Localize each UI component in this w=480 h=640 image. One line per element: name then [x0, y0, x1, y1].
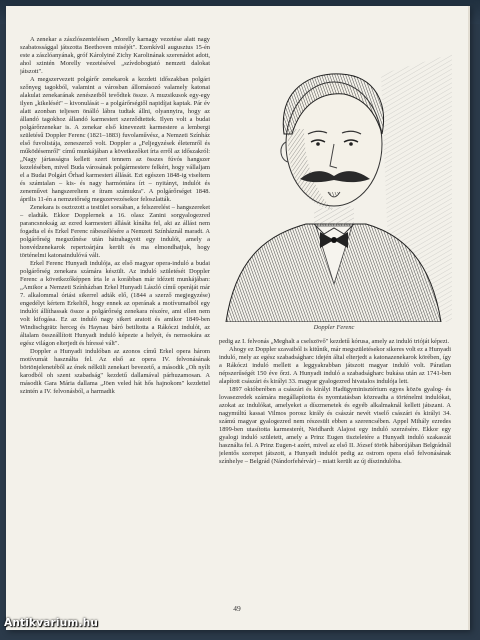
paragraph: Zenekara is osztozott a testület sorsában, a felszerelést – hangszereket – eladták. Ekkor Dopplernek a 16. olasz Zanini sorgyalogezred parancsnokság az ezred karmesteri állását kínálta fel, aki az állást nem fogadta el és Erkel Ferenc rábeszélésére a Nemzeti Színháznál maradt. A polgárőrség megszűnése után hátrahagyott egy indulót, amely a honvédzenekarok repertoárjára került és ma elmondhatjuk, hogy történelmi katonaindulóvá vált. [20, 204, 210, 259]
watermark-text: Antikvarium.hu [4, 617, 99, 629]
portrait-caption: Doppler Ferenc [313, 324, 355, 331]
book-page [6, 6, 470, 630]
paragraph: 1897 októberében a császári és királyi Hadügyminisztérium egyes közös gyalog- és lovasezredek számára megállapította és nyomtatásban közreadta a történelmi indulókat, azokat az indulókat, amelyeket a díszmenetek és egyéb alkalmaknál kellett játszani. A nagymúltú kassai Vilmos porosz király és császár nevét viselő császári és királyi 34. számú magyar gyalogezred nem részesült ebben a szerencsében. Appel Mihály ezredes 1899-ben utasította karmesterét, Neidhardt Alajost egy induló szerzésére. Ekkor egy gyalogi induló született, amely a Prinz Eugen tiszteletére a Hunyadi induló szakaszát használta fel. A Prinz Eugen-t azért, mivel az első II. József török háborújában Belgrádnál jelentős szerepet játszott, a Hunyadi indulót pedig az ostrom opera első felvonásának színhelye – Belgrád (Nándorfehérvár) – miatt került az új díszindulóba. [219, 386, 451, 465]
right-text-column [219, 338, 451, 600]
paragraph: Erkel Ferenc Hunyadi indulója, az első magyar opera-induló a budai polgárőrség zenekara számára készült. Az induló születését Doppler Ferenc a következőképpen írta le a korábban már idézett munkájában: „Amikor a Nemzeti Színházban Erkel Hunyadi László című operáját már 7. alkalommal óriási sikerrel adták elő, (1844 a szerző megjegyzése) engedélyt kértem Erkeltől, hogy ennek az operának a motívumaiból egy indulót állíthassak össze a polgárőrség zenekara részére, ami ellen nem volt kifogása. Ez az induló nagy sikert aratott és amikor 1849-ben Windischgrätz herceg és Haynau báró betiltotta a Rákóczi indulót, az általam összeállított Hunyadi induló képezte a helyét, és nemsokára az egész világon elterjedt és híressé vált". [20, 260, 210, 347]
paragraph: A zenekar a zászlószentelésen „Morelly karnagy vezetése alatt nagy szabatossággal játszotta Beethoven miséjét". Ezenkívül augusztus 15-én este a zászlóanyának, gróf Károlyiné Zichy Karolinának szerenádot adott, ahol szintén Morelly vezetésével „szívdobogtató nemzeti dalokat játszott". [20, 36, 210, 75]
left-text-column [20, 36, 210, 598]
paragraph: Ahogy ez Doppler szavaiból is kitűnik, már megszületésekor sikeres volt ez a Hunyadi induló, mely az egész szabadságharc idején által elterjedt a katonazenekarok körében, így a Rákóczi induló mellett a leggyakrabban játszott magyar induló volt. Páratlan népszerűségét 150 éve őrzi. A Hunyadi induló a szabadságharc bukása után az 1741-ben alapított császári és királyi 33. magyar gyalogezred hivatalos indulója lett. [219, 346, 451, 385]
paragraph: A megszervezett polgárőr zenekarok a kezdeti időszakban polgári szőnyeg tagokból, valamint a városban állomásozó valamely katonai alakulat zenekarának zenészeiből tevődtek össze. A muzsikusok egy-egy ilyen „kikelését" – kivonulását – a polgárőrségtől napidíjat kaptak. Pár év alatt azonban teljesen önálló lábra tudtak állni, olyannyira, hogy az állandó tagokhoz állandó karmestert szerződtettek. Ilyen volt a budai polgárőrzenekar is. A zenekar első kinevezett karmestere a lembergi születésű Doppler Ferenc (1821–1883) fuvolaművész, a Nemzeti Színház első fuvolistája, zeneszerző volt. Doppler a „Feljegyzések életemről és működésemről" című munkájában a következőket írta erről az időszakról: „Nagy jártasságra kellett szert tennem az összes fúvós hangszer kezelésében, mivel Buda városának polgármestere felkért, hogy vállaljam el a Budai Polgári Őrhad karmesteri állását. Ezt egészen 1848-ig viseltem és számtalan – kis- és nagy harmóniára írt – nyitányt, indulót és zeneművet hangszereltem e ítram számukra". A polgárőrséget 1848. április 11-én a nemzetőrség megszervezésekor feloszlatták. [20, 76, 210, 203]
paragraph: pedig az I. felvonás „Meghalt a cselszövő" kezdetű kórusa, amely az induló trióját képezi. [219, 338, 450, 345]
portrait-engraving [216, 34, 452, 322]
page-number: 49 [233, 604, 241, 613]
paragraph: Doppler a Hunyadi indulóban az azonos című Erkel opera három motívumát használta fel. Az első az opera IV. felvonásának börtönjelenetéből az ének nélküli zenekari bevezető, a második „Oh nyílt karodból oh szent szabadság" kezdetű dallamával párhuzamosan. A második Gara Mária dallama „Jöen veled hát hős hajnokom" kezdettel szintén a IV. felvonásból, a harmadik [20, 348, 210, 395]
